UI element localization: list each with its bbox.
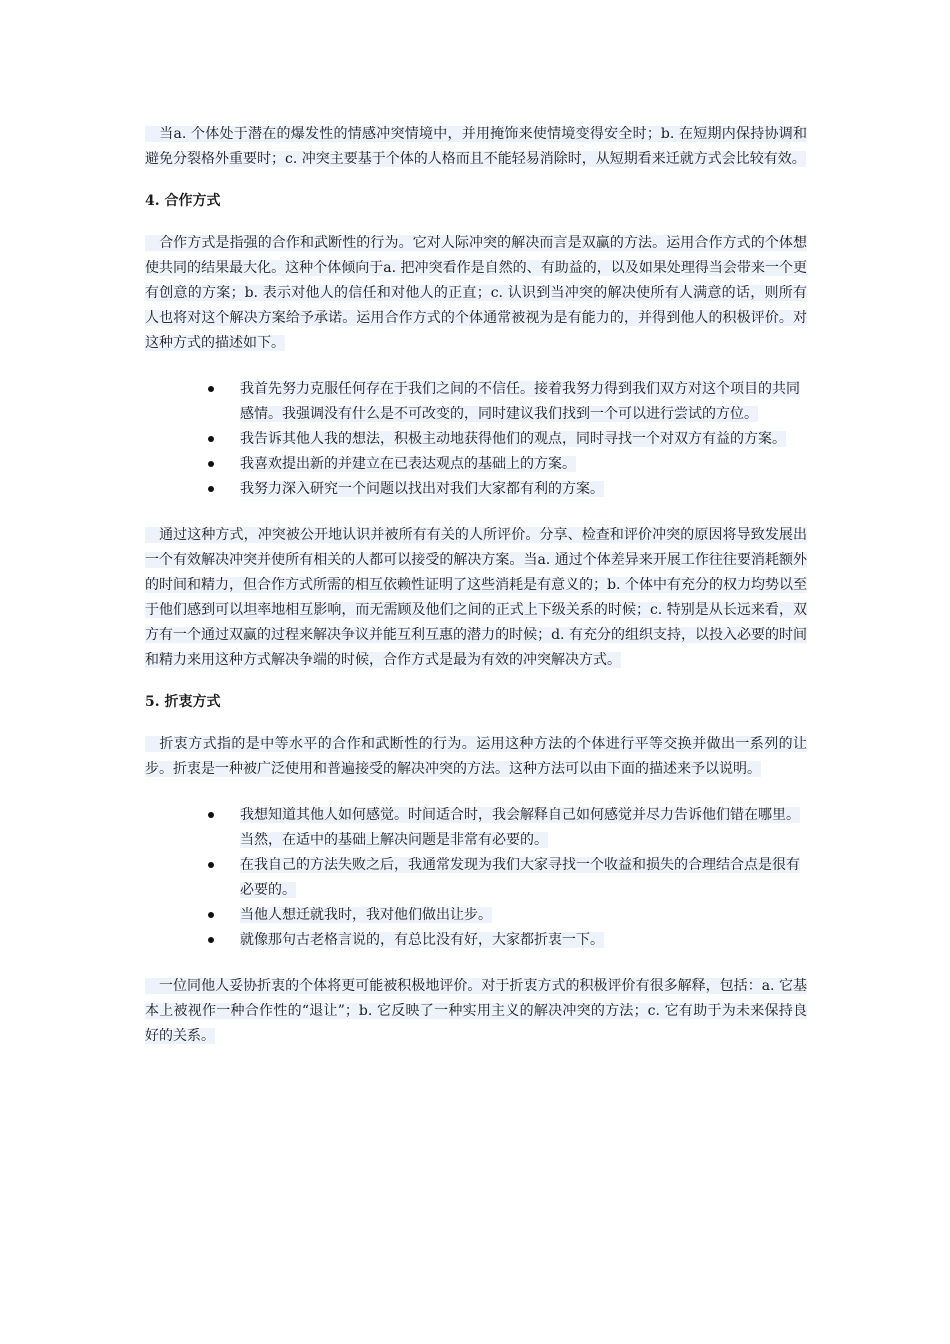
list-item (145, 377, 807, 427)
bullet-icon (208, 486, 214, 492)
bullet-icon (208, 436, 214, 442)
cooperation-bullet-list (145, 377, 807, 502)
list-item-text: 我告诉其他人我的想法，积极主动地获得他们的观点，同时寻找一个对双方有益的方案。 (240, 431, 786, 447)
paragraph-compromise-intro (145, 732, 807, 782)
list-item-text: 当他人想迁就我时，我对他们做出让步。 (240, 907, 492, 923)
list-item (145, 803, 807, 853)
list-item-text: 我想知道其他人如何感觉。时间适合时，我会解释自己如何感觉并尽力告诉他们错在哪里。当然，在适中的基础上解决问题是非常有必要的。 (240, 807, 800, 848)
list-item-text: 就像那句古老格言说的，有总比没有好，大家都折衷一下。 (240, 932, 604, 948)
bullet-icon (208, 386, 214, 392)
list-item (145, 903, 807, 928)
paragraph-cooperation-effectiveness (145, 523, 807, 673)
section-heading-compromise: 5. 折衷方式 (145, 694, 221, 710)
paragraph-compromise-evaluation (145, 974, 807, 1049)
list-item-text: 我首先努力克服任何存在于我们之间的不信任。接着我努力得到我们双方对这个项目的共同感情。我强调没有什么是不可改变的，同时建议我们找到一个可以进行尝试的方位。 (240, 381, 800, 422)
compromise-bullet-list (145, 803, 807, 953)
bullet-icon (208, 461, 214, 467)
list-item (145, 853, 807, 903)
bullet-icon (208, 862, 214, 868)
document-page (145, 122, 807, 1049)
list-item-text: 在我自己的方法失败之后，我通常发现为我们大家寻找一个收益和损失的合理结合点是很有必要的。 (240, 857, 800, 898)
paragraph-text: 一位同他人妥协折衷的个体将更可能被积极地评价。对于折衷方式的积极评价有很多解释，包括：a. 它基本上被视作一种合作性的“退让”；b. 它反映了一种实用主义的解决冲突的方法；c. 它有助于为未来保持良好的关系。 (145, 978, 807, 1044)
paragraph-cooperation-intro (145, 231, 807, 356)
list-item-text: 我喜欢提出新的并建立在已表达观点的基础上的方案。 (240, 456, 576, 472)
paragraph-accommodation-conditions (145, 122, 807, 172)
paragraph-text: 通过这种方式，冲突被公开地认识并被所有有关的人所评价。分享、检查和评价冲突的原因将导致发展出一个有效解决冲突并使所有相关的人都可以接受的解决方案。当a. 通过个体差异来开展工作往往要消耗额外的时间和精力，但合作方式所需的相互依赖性证明了这些消耗是有意义的；b. 个体中有充分的权力均势以至于他们感到可以坦率地相互影响，而无需顾及他们之间的正式上下级关系的时候；c. 特别是从长远来看，双方有一个通过双赢的过程来解决争议并能互利互惠的潜力的时候；d. 有充分的组织支持，以投入必要的时间和精力来用这种方式解决争端的时候，合作方式是最为有效的冲突解决方式。 (145, 527, 807, 668)
bullet-icon (208, 812, 214, 818)
list-item (145, 452, 807, 477)
paragraph-text: 合作方式是指强的合作和武断性的行为。它对人际冲突的解决而言是双赢的方法。运用合作方式的个体想使共同的结果最大化。这种个体倾向于a. 把冲突看作是自然的、有助益的，以及如果处理得当会带来一个更有创意的方案；b. 表示对他人的信任和对他人的正直；c. 认识到当冲突的解决使所有人满意的话，则所有人也将对这个解决方案给予承诺。运用合作方式的个体通常被视为是有能力的，并得到他人的积极评价。对这种方式的描述如下。 (145, 235, 807, 351)
list-item (145, 427, 807, 452)
paragraph-text: 当a. 个体处于潜在的爆发性的情感冲突情境中，并用掩饰来使情境变得安全时；b. 在短期内保持协调和避免分裂格外重要时；c. 冲突主要基于个体的人格而且不能轻易消除时，从短期看来迁就方式会比较有效。 (145, 126, 807, 167)
list-item-text: 我努力深入研究一个问题以找出对我们大家都有利的方案。 (240, 481, 604, 497)
section-heading-cooperation: 4. 合作方式 (145, 193, 221, 209)
paragraph-text: 折衷方式指的是中等水平的合作和武断性的行为。运用这种方法的个体进行平等交换并做出一系列的让步。折衷是一种被广泛使用和普遍接受的解决冲突的方法。这种方法可以由下面的描述来予以说明。 (145, 736, 807, 777)
bullet-icon (208, 937, 214, 943)
list-item (145, 477, 807, 502)
bullet-icon (208, 912, 214, 918)
list-item (145, 928, 807, 953)
